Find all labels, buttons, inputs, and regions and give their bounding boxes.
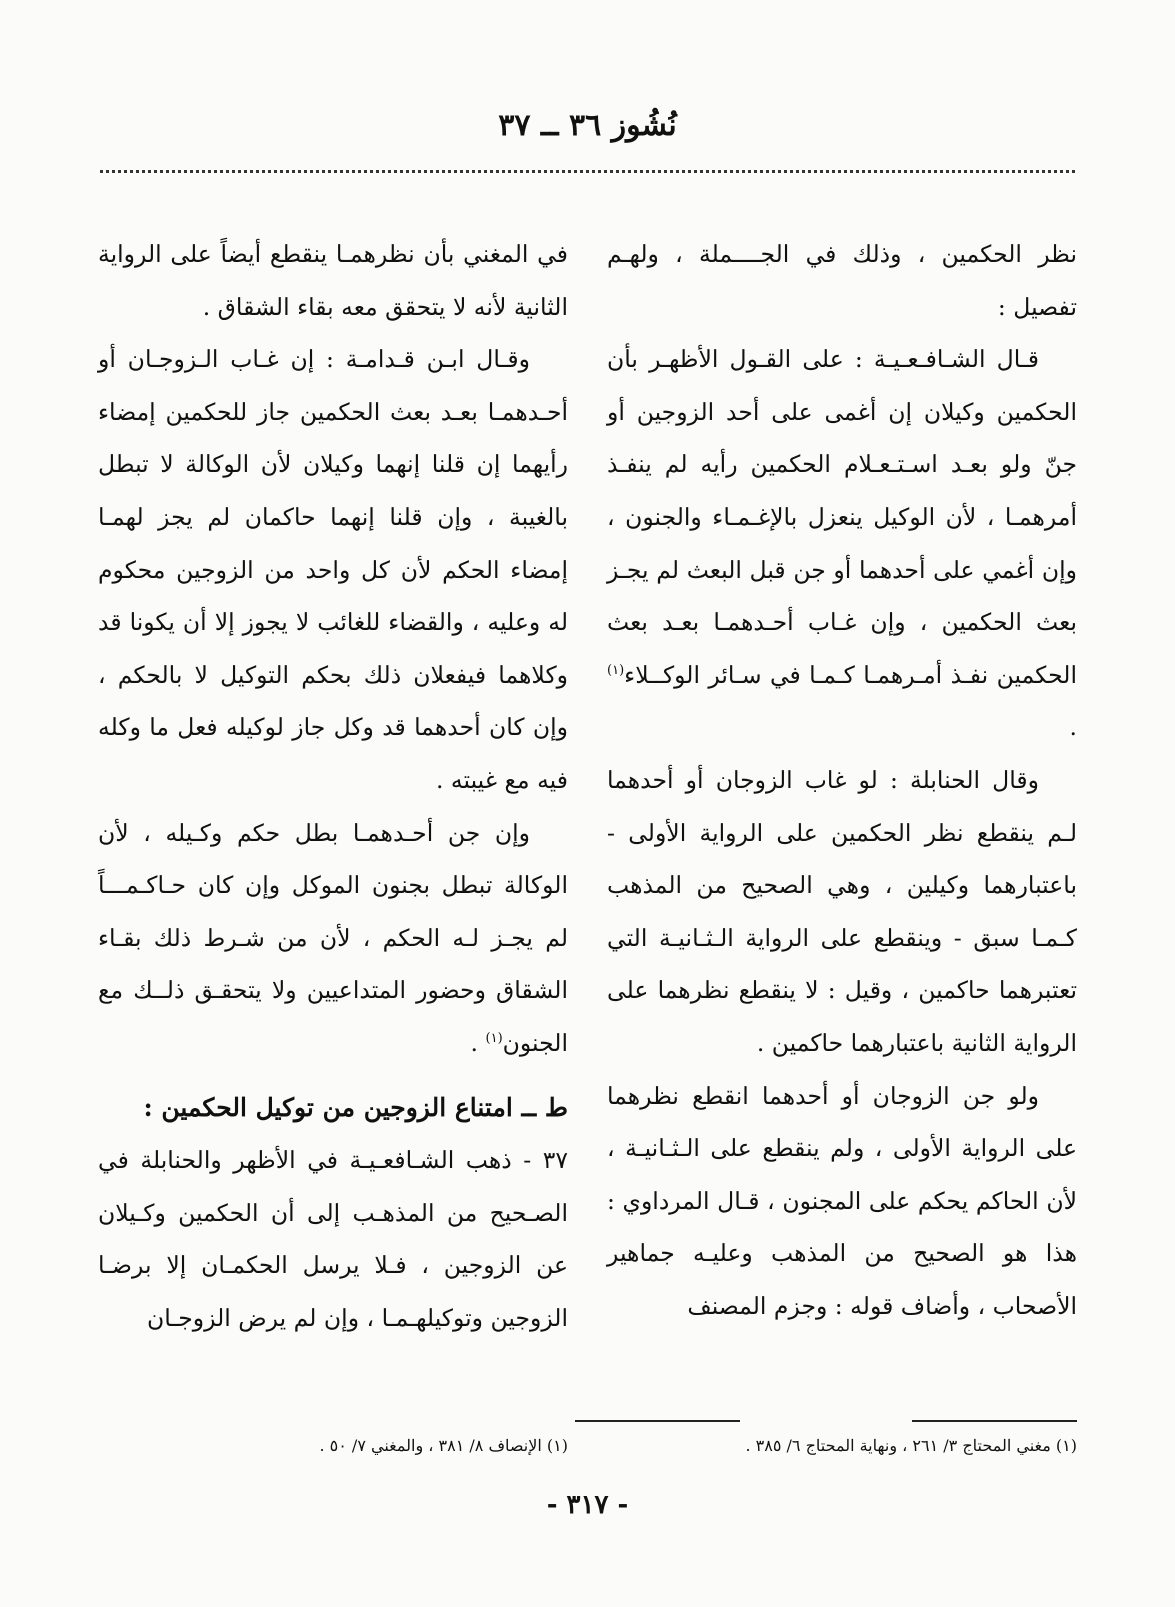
page-number: - ٣١٧ -	[546, 1490, 629, 1520]
paragraph-end: .	[470, 1028, 486, 1057]
footnote-marker: (١)	[607, 662, 625, 678]
paragraph-text: وإن جن أحـدهمـا بطل حكم وكـيله ، لأن الوكالة تبطل بجنون الموكل وإن كان حـاكـمـــاً لم يجـز لـه الحكم ، لأن من شـرط ذلك بقـاء الشقاق وحضور المتداعيين ولا يتحقـق ذلــك مع الجنون	[98, 818, 568, 1057]
paragraph: وقـال ابـن قـدامـة : إن غـاب الـزوجـان أو أحـدهمـا بعـد بعث الحكمين جاز للحكمين إمضاء رأيهما إن قلنا إنهما وكيلان لأن الوكالة لا تبطل بالغيبة ، وإن قلنا إنهما حاكمان لم يجز لهمـا إمضاء الحكم لأن كل واحد من الزوجين محكوم له وعليه ، والقضاء للغائب لا يجوز إلا أن يكونا قد وكلاهما فيفعلان ذلك بحكم التوكيل لا بالحكم ، وإن كان أحدهما قد وكل جاز لوكيله فعل ما وكله فيه مع غيبته .	[98, 345, 568, 794]
footnote-left: (١) الإنصاف ٨/ ٣٨١ ، والمغني ٧/ ٥٠ .	[319, 1436, 568, 1455]
paragraph: ٣٧ - ذهب الشـافعـيـة في الأظهر والحنابلة في الصـحيح من المذهـب إلى أن الحكمين وكـيلان عن الزوجين ، فـلا يرسل الحكمـان إلا برضـا الزوجين وتوكيلهـمـا ، وإن لم يرض الزوجـان	[98, 1146, 568, 1332]
header-dotted-rule	[100, 170, 1075, 173]
left-column	[98, 228, 568, 1344]
footnote-rule	[912, 1420, 1077, 1422]
footnote-rule	[575, 1420, 740, 1422]
paragraph-end: .	[1069, 713, 1077, 742]
footnote-right: (١) مغني المحتاج ٣/ ٢٦١ ، ونهاية المحتاج ٦/ ٣٨٥ .	[745, 1436, 1077, 1455]
paragraph: في المغني بأن نظرهمـا ينقطع أيضاً على الرواية الثانية لأنه لا يتحقق معه بقاء الشقاق .	[98, 240, 568, 321]
section-heading: ط ــ امتناع الزوجين من توكيل الحكمين :	[143, 1092, 568, 1122]
right-column	[607, 228, 1077, 1332]
paragraph	[98, 807, 568, 1070]
paragraph	[607, 333, 1077, 754]
paragraph: ولو جن الزوجان أو أحدهما انقطع نظرهما على الرواية الأولى ، ولم ينقطع على الـثـانيـة ، لأن الحاكم يحكم على المجنون ، قـال المرداوي : هذا هو الصحيح من المذهب وعليـه جماهير الأصحاب ، وأضاف قوله : وجزم المصنف	[607, 1081, 1077, 1320]
page-header: نُشُوز ٣٦ ــ ٣٧	[498, 108, 677, 143]
paragraph: نظر الحكمين ، وذلك في الجــــملة ، ولهـم تفصيل :	[607, 240, 1077, 321]
paragraph-text: قـال الشـافـعـيـة : على القـول الأظهـر بأن الحكمين وكيلان إن أغمى على أحد الزوجين أو جنّ ولو بعـد اسـتـعـلام الحكمين رأيه لم ينفـذ أمرهمـا ، لأن الوكيل ينعزل بالإغـمـاء والجنون ، وإن أغمي على أحدهما أو جن قبل البعث لم يجـز بعث الحكمين ، وإن غـاب أحـدهمـا بعـد بعث الحكمين نفـذ أمـرهمـا كـمـا في سـائر الوكــلاء	[607, 345, 1077, 689]
footnote-marker: (١)	[485, 1031, 503, 1047]
paragraph: وقال الحنابلة : لو غاب الزوجان أو أحدهما لـم ينقطع نظر الحكمين على الرواية الأولى - باعتبارهما وكيلين ، وهي الصحيح من المذهب كـمـا سبق - وينقطع على الرواية الـثـانيـة التي تعتبرهما حاكمين ، وقيل : لا ينقطع نظرهما على الرواية الثانية باعتبارهما حاكمين .	[607, 765, 1077, 1057]
